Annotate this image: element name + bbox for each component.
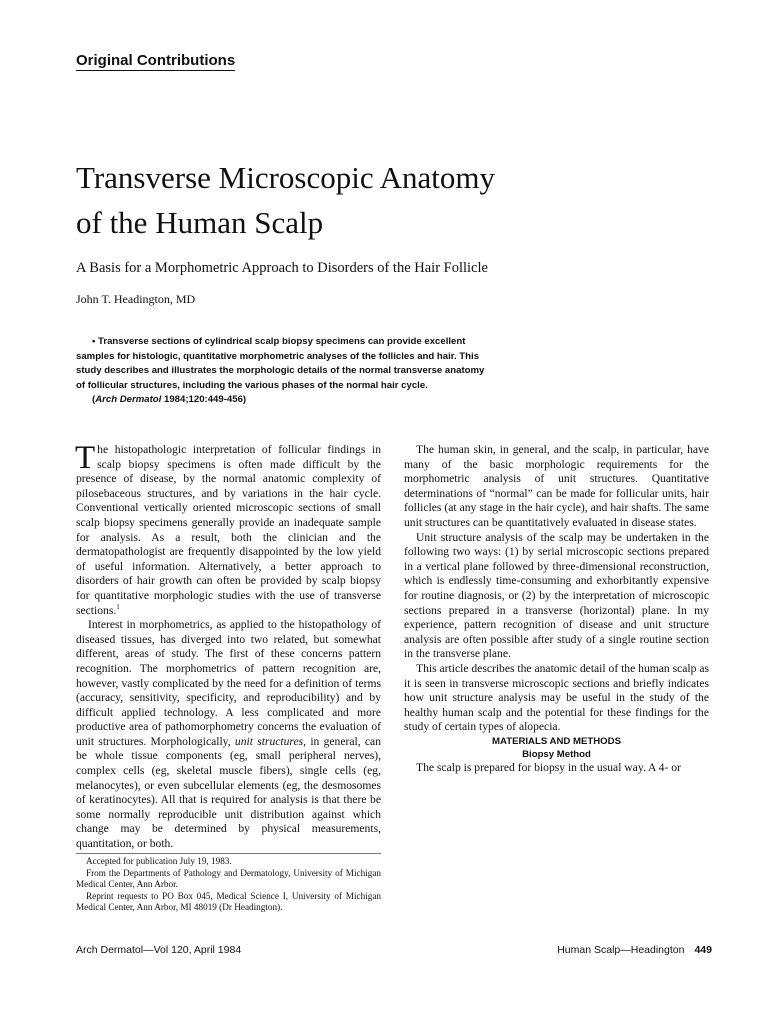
paragraph-5: This article describes the anatomic detail of the human scalp as it is seen in transverse microscopic sections and briefly indicates how unit structure analysis may be useful in the study of the healthy human scalp and the potential for these findings for the study of certain types of alopecia.: [404, 661, 709, 734]
drop-cap: T: [75, 440, 96, 476]
paragraph-2-text-a: Interest in morphometrics, as applied to the histopathology of diseased tissues, has diverged into two related, but somewhat different, areas of study. The first of these concerns pattern recognition. The morphometrics of pattern recognition are, however, vastly complicated by the need for a definition of terms (accuracy, sensitivity, specificity, and reproducibility) and by difficult applied technology. A less complicated and more productive area of pathomorphometry concerns the evaluation of unit structures. Morphologically,: [76, 618, 381, 748]
footer-journal-info: Arch Dermatol—Vol 120, April 1984: [76, 944, 242, 956]
abstract: [76, 335, 496, 408]
article-subtitle: A Basis for a Morphometric Approach to Disorders of the Hair Follicle: [76, 260, 488, 276]
paragraph-3: The human skin, in general, and the scalp, in particular, have many of the basic morphologic requirements for the morphometric analysis of unit structures. Quantitative determinations of “normal” can be made for follicular units, hair follicles (at any stage in the hair cycle), and hair shafts. The same unit structures can be quantitatively evaluated in disease states.: [404, 443, 709, 529]
article-title: [76, 155, 716, 245]
abstract-citation: (Arch Dermatol 1984;120:449-456): [92, 394, 247, 405]
paragraph-2-text-b: , in general, can be whole tissue components (eg, small peripheral nerves), complex cells (eg, skeletal muscle fibers), single cells (eg, melanocytes), or even subcellular elements (eg, the desmosomes of keratinocytes). All that is required for analysis is that there be some normally reproducible unit distribution against which change may be determined by physical measurements, quantitation, or both.: [76, 734, 381, 851]
paragraph-1: [75, 440, 381, 618]
subsection-heading-biopsy: Biopsy Method: [522, 748, 591, 760]
reference-marker: 1: [116, 602, 120, 611]
abstract-text: Transverse sections of cylindrical scalp biopsy specimens can provide excellent samples for histologic, quantitative morphometric analyses of the follicles and hair. This study describes and illustrates the morphologic details of the normal transverse anatomy of follicular structures, including the various phases of the normal hair cycle.: [76, 336, 485, 391]
footnotes: [76, 853, 381, 914]
footnote-reprints: Reprint requests to PO Box 045, Medical Science I, University of Michigan Medical Center, Ann Arbor, MI 48019 (Dr Headington).: [76, 890, 381, 912]
paragraph-1-text: he histopathologic interpretation of follicular findings in scalp biopsy specimens is often made difficult by the presence of disease, by the normal anatomic complexity of pilosebaceous structures, and by variations in the hair cycle. Conventional vertically oriented microscopic sections of small scalp biopsy specimens generally provide an inadequate sample for analysis. As a result, both the clinician and the dermatopathologist are frequently disappointed by the low yield of useful information. Alternatively, a better approach to disorders of hair growth can often be provided by scalp biopsy for quantitative morphologic studies with the use of transverse sections.: [76, 443, 381, 617]
footer-running-title: Human Scalp—Headington: [557, 944, 685, 956]
section-label: Original Contributions: [76, 52, 236, 69]
title-line-2: of the Human Scalp: [76, 205, 324, 240]
paragraph-2-emphasis: unit structures: [234, 734, 304, 748]
footer-running-head: [557, 944, 712, 956]
title-line-1: Transverse Microscopic Anatomy: [76, 160, 496, 195]
body-column-left: [75, 440, 381, 852]
author-byline: John T. Headington, MD: [76, 292, 196, 306]
citation-rest: 1984;120:449-456): [163, 394, 247, 405]
paragraph-4: Unit structure analysis of the scalp may be undertaken in the following two ways: (1) by serial microscopic sections prepared in a vertical plane followed by three-dimensional reconstruction, which is endlessly time-consuming and exhorbitantly expensive for routine diagnosis, or (2) by the interpretation of microscopic sections prepared in a transverse (horizontal) plane. In my experience, pattern recognition of disease and unit structure analysis are often possible after study of a single routine section in the transverse plane.: [404, 530, 709, 661]
citation-journal: Arch Dermatol: [95, 394, 162, 405]
footnote-affiliation: From the Departments of Pathology and Dermatology, University of Michigan Medical Center, Ann Arbor.: [76, 867, 381, 889]
footnote-accepted: Accepted for publication July 19, 1983.: [86, 856, 232, 866]
bullet-icon: •: [92, 336, 96, 347]
paragraph-6: The scalp is prepared for biopsy in the usual way. A 4- or: [416, 760, 681, 774]
body-column-right: [404, 443, 709, 775]
page-number: 449: [694, 944, 712, 956]
paragraph-2: [76, 618, 381, 852]
section-heading-methods: MATERIALS AND METHODS: [492, 735, 621, 747]
